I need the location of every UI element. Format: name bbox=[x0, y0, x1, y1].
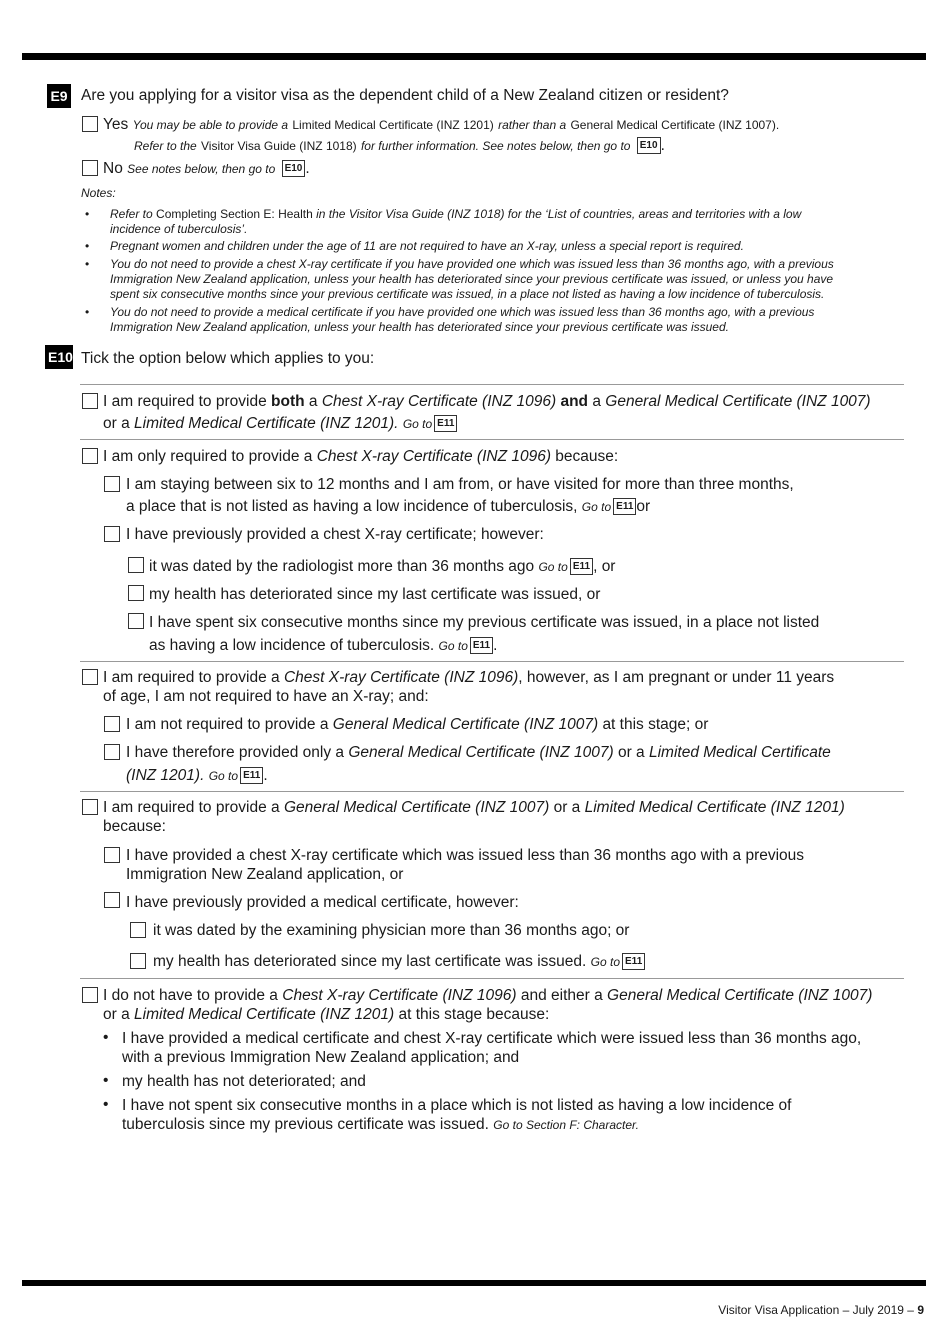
goto-label: Go to bbox=[208, 769, 239, 783]
e10-opt5-line1 bbox=[103, 986, 872, 1005]
opt5-bullet3-line2 bbox=[122, 1115, 639, 1135]
e10-opt2-s3-line2: as having a low incidence of tuberculosis. Go to E11 . bbox=[149, 637, 498, 654]
divider bbox=[80, 384, 904, 385]
opt5-l2b: Limited Medical Certificate (INZ 1201) bbox=[134, 1006, 395, 1023]
e10-opt2-sub1-checkbox[interactable] bbox=[104, 476, 120, 492]
e10-opt1-line1 bbox=[103, 392, 871, 411]
opt1-c: a bbox=[308, 393, 318, 410]
note-4 bbox=[110, 305, 900, 335]
e9-yes-line2a: Refer to the bbox=[134, 139, 197, 153]
opt5-bullet3-line1: I have not spent six consecutive months in a place which is not listed as having a low incidence of bbox=[122, 1097, 792, 1114]
e10-opt2-sub1-line2 bbox=[126, 497, 650, 517]
note-1 bbox=[110, 207, 900, 237]
e10-opt3-line2: of age, I am not required to have an X-ray; and: bbox=[103, 688, 429, 705]
opt2-sub1b: a place that is not listed as having a low incidence of tuberculosis, bbox=[126, 498, 578, 515]
bullet: • bbox=[103, 1029, 109, 1046]
goto-e11-box[interactable]: E11 bbox=[434, 415, 457, 432]
opt3-sub1c: at this stage; or bbox=[602, 716, 709, 733]
opt1-f: a bbox=[592, 393, 601, 410]
e10-opt4-sub2: I have previously provided a medical certificate, however: bbox=[126, 894, 519, 911]
opt5-bullet2: my health has not deteriorated; and bbox=[122, 1073, 366, 1090]
opt4-d: Limited Medical Certificate (INZ 1201) bbox=[584, 799, 845, 816]
opt2-c: because: bbox=[555, 448, 619, 465]
footer-text: Visitor Visa Application – July 2019 – bbox=[718, 1303, 914, 1317]
e9-yes-checkbox[interactable] bbox=[82, 116, 98, 132]
note-3b: Immigration New Zealand application, unless your health has deteriorated since your previous certificate was issued, or unless you have bbox=[110, 272, 834, 286]
note-bullet: • bbox=[85, 207, 90, 221]
page-footer bbox=[718, 1303, 924, 1317]
e10-opt4-line2: because: bbox=[103, 818, 166, 835]
goto-label: Go to bbox=[438, 639, 468, 653]
note-bullet: • bbox=[85, 257, 90, 271]
opt1-l2a: or a bbox=[103, 415, 130, 432]
e10-opt2-s3-checkbox[interactable] bbox=[128, 613, 144, 629]
e10-opt4-sub1-line1: I have provided a chest X-ray certificate which was issued less than 36 months ago with a previous bbox=[126, 847, 805, 864]
note-bullet: • bbox=[85, 239, 90, 253]
opt4-a: I am required to provide a bbox=[103, 799, 280, 816]
e10-opt4-sub1-line2: Immigration New Zealand application, or bbox=[126, 866, 404, 883]
e10-opt2-line1 bbox=[103, 447, 618, 466]
opt3-sub2c: or a bbox=[617, 744, 645, 761]
opt5-c: and either a bbox=[520, 987, 603, 1004]
opt1-b: both bbox=[271, 393, 305, 410]
notes-label: Notes: bbox=[81, 186, 116, 200]
opt5-bullet1-line1: I have provided a medical certificate and chest X-ray certificate which were issued less than 36 months ago, bbox=[122, 1030, 862, 1047]
e9-yes-text4: General Medical Certificate (INZ 1007). bbox=[570, 118, 780, 132]
goto-label: Go to bbox=[581, 500, 612, 514]
e10-opt3-sub1-checkbox[interactable] bbox=[104, 716, 120, 732]
e10-opt4-s1-checkbox[interactable] bbox=[130, 922, 146, 938]
opt3-sub1b: General Medical Certificate (INZ 1007) bbox=[332, 716, 599, 733]
goto-label: Go to bbox=[538, 560, 568, 574]
goto-label: Go to bbox=[590, 955, 621, 969]
opt3-b: Chest X-ray Certificate (INZ 1096) bbox=[283, 669, 519, 686]
opt5-bullet1-line2: with a previous Immigration New Zealand application; and bbox=[122, 1049, 520, 1066]
opt3-sub2e: (INZ 1201). bbox=[126, 767, 205, 784]
divider bbox=[80, 439, 904, 440]
note-1b: Completing Section E: Health bbox=[156, 207, 313, 221]
opt2-b: Chest X-ray Certificate (INZ 1096) bbox=[316, 448, 551, 465]
opt1-e: and bbox=[560, 393, 589, 410]
goto-e11-box[interactable]: E11 bbox=[570, 558, 593, 575]
goto-label: Go to bbox=[402, 417, 433, 431]
e10-opt4-checkbox[interactable] bbox=[82, 799, 98, 815]
goto-e11-box[interactable]: E11 bbox=[613, 498, 636, 515]
e10-opt1-checkbox[interactable] bbox=[82, 393, 98, 409]
bullet: • bbox=[103, 1072, 109, 1089]
goto-e11-box[interactable]: E11 bbox=[622, 953, 645, 970]
opt2-s1: it was dated by the radiologist more than 36 months ago bbox=[149, 558, 535, 575]
goto-e11-box[interactable]: E11 bbox=[470, 637, 493, 654]
question-e10: Tick the option below which applies to you: bbox=[81, 350, 375, 367]
e10-opt1-line2 bbox=[103, 414, 457, 434]
e9-yes-line2: Refer to the Visitor Visa Guide (INZ 1018) for further information. See notes below, then go to E10 . bbox=[134, 137, 665, 154]
question-e9: Are you applying for a visitor visa as the dependent child of a New Zealand citizen or resident? bbox=[81, 87, 729, 104]
opt1-g: General Medical Certificate (INZ 1007) bbox=[605, 393, 871, 410]
goto-e10-box[interactable]: E10 bbox=[282, 160, 306, 177]
note-4a: You do not need to provide a medical certificate if you have provided one which was issued less than 36 months ago, with a previous bbox=[110, 305, 815, 319]
e10-opt4-line1 bbox=[103, 798, 845, 817]
bullet: • bbox=[103, 1096, 109, 1113]
e10-opt4-s1: it was dated by the examining physician more than 36 months ago; or bbox=[153, 922, 630, 939]
e10-opt2-checkbox[interactable] bbox=[82, 448, 98, 464]
page-number: 9 bbox=[917, 1303, 924, 1317]
e10-opt3-checkbox[interactable] bbox=[82, 669, 98, 685]
opt4-s2: my health has deteriorated since my last certificate was issued. bbox=[153, 953, 587, 970]
divider bbox=[80, 661, 904, 662]
e9-yes-text2: Limited Medical Certificate (INZ 1201) bbox=[292, 118, 494, 132]
e10-opt5-line2 bbox=[103, 1005, 549, 1024]
bottom-rule bbox=[22, 1280, 926, 1286]
opt3-sub2d: Limited Medical Certificate bbox=[648, 744, 831, 761]
e9-yes-line2b: Visitor Visa Guide (INZ 1018) bbox=[201, 139, 357, 153]
question-badge-e10: E10 bbox=[45, 345, 73, 369]
note-1d: incidence of tuberculosis’. bbox=[110, 222, 248, 236]
opt5-a: I do not have to provide a bbox=[103, 987, 278, 1004]
e10-opt3-sub1-line bbox=[126, 715, 708, 734]
e9-no-checkbox[interactable] bbox=[82, 160, 98, 176]
question-badge-e9: E9 bbox=[47, 84, 71, 108]
opt1-l2b: Limited Medical Certificate (INZ 1201). bbox=[134, 415, 399, 432]
note-bullet: • bbox=[85, 305, 90, 319]
opt1-a: I am required to provide bbox=[103, 393, 267, 410]
e10-opt2-sub2-checkbox[interactable] bbox=[104, 526, 120, 542]
e10-opt2-s2-checkbox[interactable] bbox=[128, 585, 144, 601]
e10-opt4-s2-checkbox[interactable] bbox=[130, 953, 146, 969]
e9-no-text: See notes below, then go to bbox=[127, 162, 276, 176]
opt2-a: I am only required to provide a bbox=[103, 448, 313, 465]
e9-yes-line bbox=[103, 115, 779, 135]
e10-opt3-sub2-line2: (INZ 1201). Go to E11 . bbox=[126, 767, 268, 784]
opt3-sub2b: General Medical Certificate (INZ 1007) bbox=[348, 744, 614, 761]
e9-yes-label: Yes bbox=[103, 116, 129, 133]
note-3c: spent six consecutive months since your previous certificate was issued, in a place not listed as having a low incidence of tuberculosis. bbox=[110, 287, 825, 301]
note-3 bbox=[110, 257, 900, 302]
opt5-l2a: or a bbox=[103, 1006, 130, 1023]
goto-e11-box[interactable]: E11 bbox=[240, 767, 263, 784]
e10-opt2-s2: my health has deteriorated since my last certificate was issued, or bbox=[149, 586, 601, 603]
e10-opt4-sub2-checkbox[interactable] bbox=[104, 892, 120, 908]
opt3-a: I am required to provide a bbox=[103, 669, 280, 686]
e9-yes-line2c: for further information. See notes below, then go to bbox=[360, 139, 631, 153]
note-1a: Refer to bbox=[110, 207, 153, 221]
e10-opt2-sub2: I have previously provided a chest X-ray certificate; however: bbox=[126, 526, 544, 543]
opt3-c: , however, as I am pregnant or under 11 years bbox=[518, 669, 835, 686]
note-4b: Immigration New Zealand application, unless your health has deteriorated since your previous certificate was issued. bbox=[110, 320, 729, 334]
e10-opt5-checkbox[interactable] bbox=[82, 987, 98, 1003]
opt5-b3b: tuberculosis since my previous certificate was issued. bbox=[122, 1116, 489, 1133]
opt3-sub1a: I am not required to provide a bbox=[126, 716, 329, 733]
e10-opt4-sub1-checkbox[interactable] bbox=[104, 847, 120, 863]
goto-section-f: Go to Section F: Character. bbox=[493, 1118, 639, 1132]
opt5-l2c: at this stage because: bbox=[398, 1006, 550, 1023]
top-rule bbox=[22, 53, 926, 60]
e10-opt3-sub2-line1 bbox=[126, 743, 831, 762]
e10-opt3-line1 bbox=[103, 668, 834, 687]
opt5-b: Chest X-ray Certificate (INZ 1096) bbox=[282, 987, 517, 1004]
opt4-c: or a bbox=[553, 799, 581, 816]
opt4-b: General Medical Certificate (INZ 1007) bbox=[283, 799, 550, 816]
opt5-d: General Medical Certificate (INZ 1007) bbox=[607, 987, 873, 1004]
opt2-sub1-or: or bbox=[636, 498, 651, 515]
e10-opt2-s3-line1: I have spent six consecutive months since my previous certificate was issued, in a place not listed bbox=[149, 614, 820, 631]
goto-e10-box[interactable]: E10 bbox=[637, 137, 661, 154]
e10-opt3-sub2-checkbox[interactable] bbox=[104, 744, 120, 760]
e10-opt2-s1-checkbox[interactable] bbox=[128, 557, 144, 573]
divider bbox=[80, 791, 904, 792]
opt3-sub2a: I have therefore provided only a bbox=[126, 744, 344, 761]
e9-no-line: No See notes below, then go to E10 . bbox=[103, 160, 310, 177]
opt2-s3b: as having a low incidence of tuberculosis. bbox=[149, 637, 435, 654]
note-3a: You do not need to provide a chest X-ray certificate if you have provided one which was issued less than 36 months ago, with a previous bbox=[110, 257, 834, 271]
opt1-d: Chest X-ray Certificate (INZ 1096) bbox=[321, 393, 557, 410]
e9-yes-text3: rather than a bbox=[498, 118, 567, 132]
note-2: Pregnant women and children under the age of 11 are not required to have an X-ray, unless a special report is required. bbox=[110, 239, 744, 253]
e10-opt2-s1-line bbox=[149, 557, 615, 577]
e9-yes-text1: You may be able to provide a bbox=[132, 118, 289, 132]
e9-no-label: No bbox=[103, 160, 123, 177]
note-1c: in the Visitor Visa Guide (INZ 1018) for the ‘List of countries, areas and territories with a low bbox=[316, 207, 802, 221]
e10-opt2-sub1-line1: I am staying between six to 12 months and I am from, or have visited for more than three months, bbox=[126, 476, 794, 493]
e10-opt4-s2-line bbox=[153, 952, 645, 972]
divider bbox=[80, 978, 904, 979]
opt2-s1-or: , or bbox=[593, 558, 616, 575]
